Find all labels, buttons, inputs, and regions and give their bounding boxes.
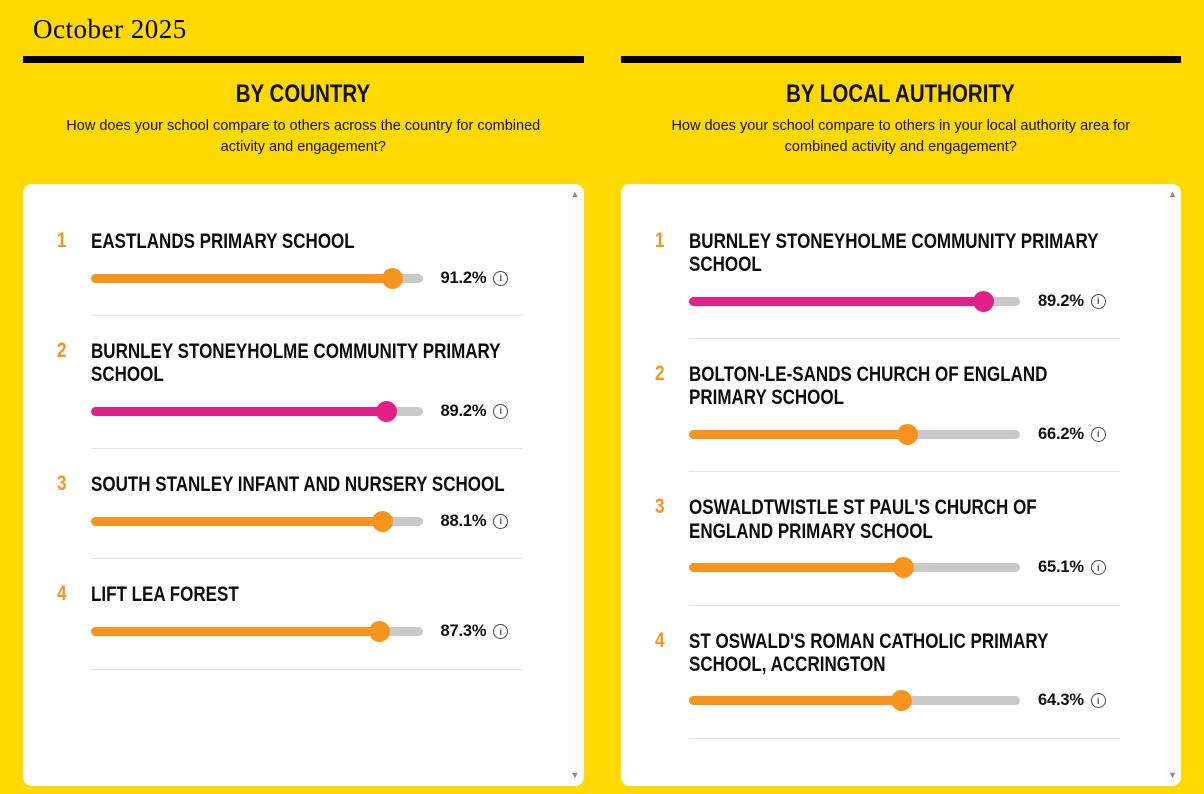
- school-name: BURNLEY STONEYHOLME COMMUNITY PRIMARY SCHOOL: [688, 230, 1098, 277]
- info-icon[interactable]: i: [1091, 427, 1106, 442]
- list-item: [655, 472, 1127, 604]
- progress-track: [689, 430, 1021, 439]
- panel-heading: [621, 80, 1182, 109]
- row-divider: [91, 669, 523, 670]
- row-divider: [689, 738, 1121, 739]
- info-icon[interactable]: i: [493, 271, 508, 286]
- percentage-value: 87.3%: [440, 622, 487, 640]
- progress-fill: [91, 407, 387, 416]
- list-item: [57, 206, 529, 315]
- scroll-down-icon[interactable]: ▼: [1168, 770, 1177, 781]
- scroll-up-icon[interactable]: ▲: [1168, 189, 1177, 200]
- percentage-value: 89.2%: [1038, 291, 1084, 310]
- rank-number: 4: [57, 582, 67, 606]
- list-item: [655, 206, 1127, 338]
- progress-fill: [689, 563, 905, 572]
- leaderboard-list: [23, 184, 584, 669]
- leaderboard-list: [621, 184, 1182, 739]
- page-title: October 2025: [33, 14, 187, 44]
- panel-heading-text: BY COUNTRY: [236, 80, 371, 108]
- rank-number: 3: [654, 495, 665, 519]
- info-icon[interactable]: i: [493, 514, 508, 529]
- school-name: ST OSWALD'S ROMAN CATHOLIC PRIMARY SCHOOL, ACCRINGTON: [688, 629, 1048, 676]
- list-item: [57, 559, 529, 668]
- progress-track: [91, 517, 423, 526]
- panel-divider-rule: [23, 56, 584, 63]
- progress-fill: [91, 517, 383, 526]
- list-item: [655, 606, 1127, 738]
- progress-track: [689, 696, 1021, 705]
- panel-by-local-authority: [621, 54, 1182, 786]
- scrollbar[interactable]: [568, 185, 583, 785]
- progress-track: [689, 563, 1021, 572]
- progress-knob: [382, 268, 403, 289]
- list-item: [655, 339, 1127, 471]
- progress-track: [91, 627, 423, 636]
- panel-subtitle: How does your school compare to others across the country for combined activity and engagement?: [66, 118, 541, 156]
- rank-number: 3: [57, 472, 67, 496]
- list-item: [57, 316, 529, 448]
- progress-track: [689, 297, 1021, 306]
- panel-heading: [23, 80, 584, 109]
- progress-knob: [376, 401, 397, 422]
- progress-knob: [897, 424, 918, 445]
- progress-fill: [689, 297, 985, 306]
- rank-number: 1: [57, 229, 67, 253]
- progress-fill: [91, 274, 393, 283]
- progress-track: [91, 274, 423, 283]
- panel-heading-text: BY LOCAL AUTHORITY: [786, 80, 1016, 108]
- school-name: BURNLEY STONEYHOLME COMMUNITY PRIMARY SCHOOL: [91, 340, 501, 387]
- scroll-up-icon[interactable]: ▲: [570, 189, 580, 200]
- school-name: OSWALDTWISTLE ST PAUL'S CHURCH OF ENGLAND PRIMARY SCHOOL: [688, 496, 1037, 543]
- progress-fill: [689, 430, 908, 439]
- rank-number: 2: [57, 339, 67, 363]
- panel-subtitle: How does your school compare to others in your local authority area for combined activity and engagement?: [671, 118, 1131, 156]
- progress-knob: [891, 690, 912, 711]
- scroll-down-icon[interactable]: ▼: [570, 770, 580, 781]
- leaderboard-card: [23, 184, 584, 786]
- school-name: EASTLANDS PRIMARY SCHOOL: [91, 230, 355, 254]
- info-icon[interactable]: i: [1091, 560, 1106, 575]
- progress-fill: [91, 627, 380, 636]
- scrollbar[interactable]: [1165, 185, 1180, 785]
- panels-container: [23, 54, 1181, 786]
- percentage-value: 64.3%: [1038, 691, 1084, 710]
- progress-knob: [973, 291, 994, 312]
- info-icon[interactable]: i: [1091, 294, 1106, 309]
- rank-number: 4: [654, 628, 665, 652]
- panel-by-country: [23, 54, 584, 786]
- progress-knob: [893, 557, 914, 578]
- rank-number: 2: [654, 362, 665, 386]
- info-icon[interactable]: i: [1091, 693, 1106, 708]
- progress-knob: [372, 511, 393, 532]
- school-name: SOUTH STANLEY INFANT AND NURSERY SCHOOL: [91, 473, 505, 497]
- list-item: [57, 449, 529, 558]
- rank-number: 1: [654, 229, 665, 253]
- leaderboard-card: [621, 184, 1182, 786]
- percentage-value: 91.2%: [440, 268, 487, 287]
- info-icon[interactable]: i: [493, 404, 508, 419]
- school-name: LIFT LEA FOREST: [91, 583, 239, 607]
- school-name: BOLTON-LE-SANDS CHURCH OF ENGLAND PRIMARY SCHOOL: [688, 363, 1047, 410]
- progress-track: [91, 407, 423, 416]
- percentage-value: 66.2%: [1038, 424, 1084, 443]
- info-icon[interactable]: i: [493, 624, 508, 639]
- percentage-value: 65.1%: [1038, 558, 1084, 577]
- progress-knob: [369, 621, 390, 642]
- progress-fill: [689, 696, 902, 705]
- panel-divider-rule: [621, 56, 1182, 63]
- percentage-value: 88.1%: [440, 511, 487, 530]
- percentage-value: 89.2%: [440, 401, 487, 420]
